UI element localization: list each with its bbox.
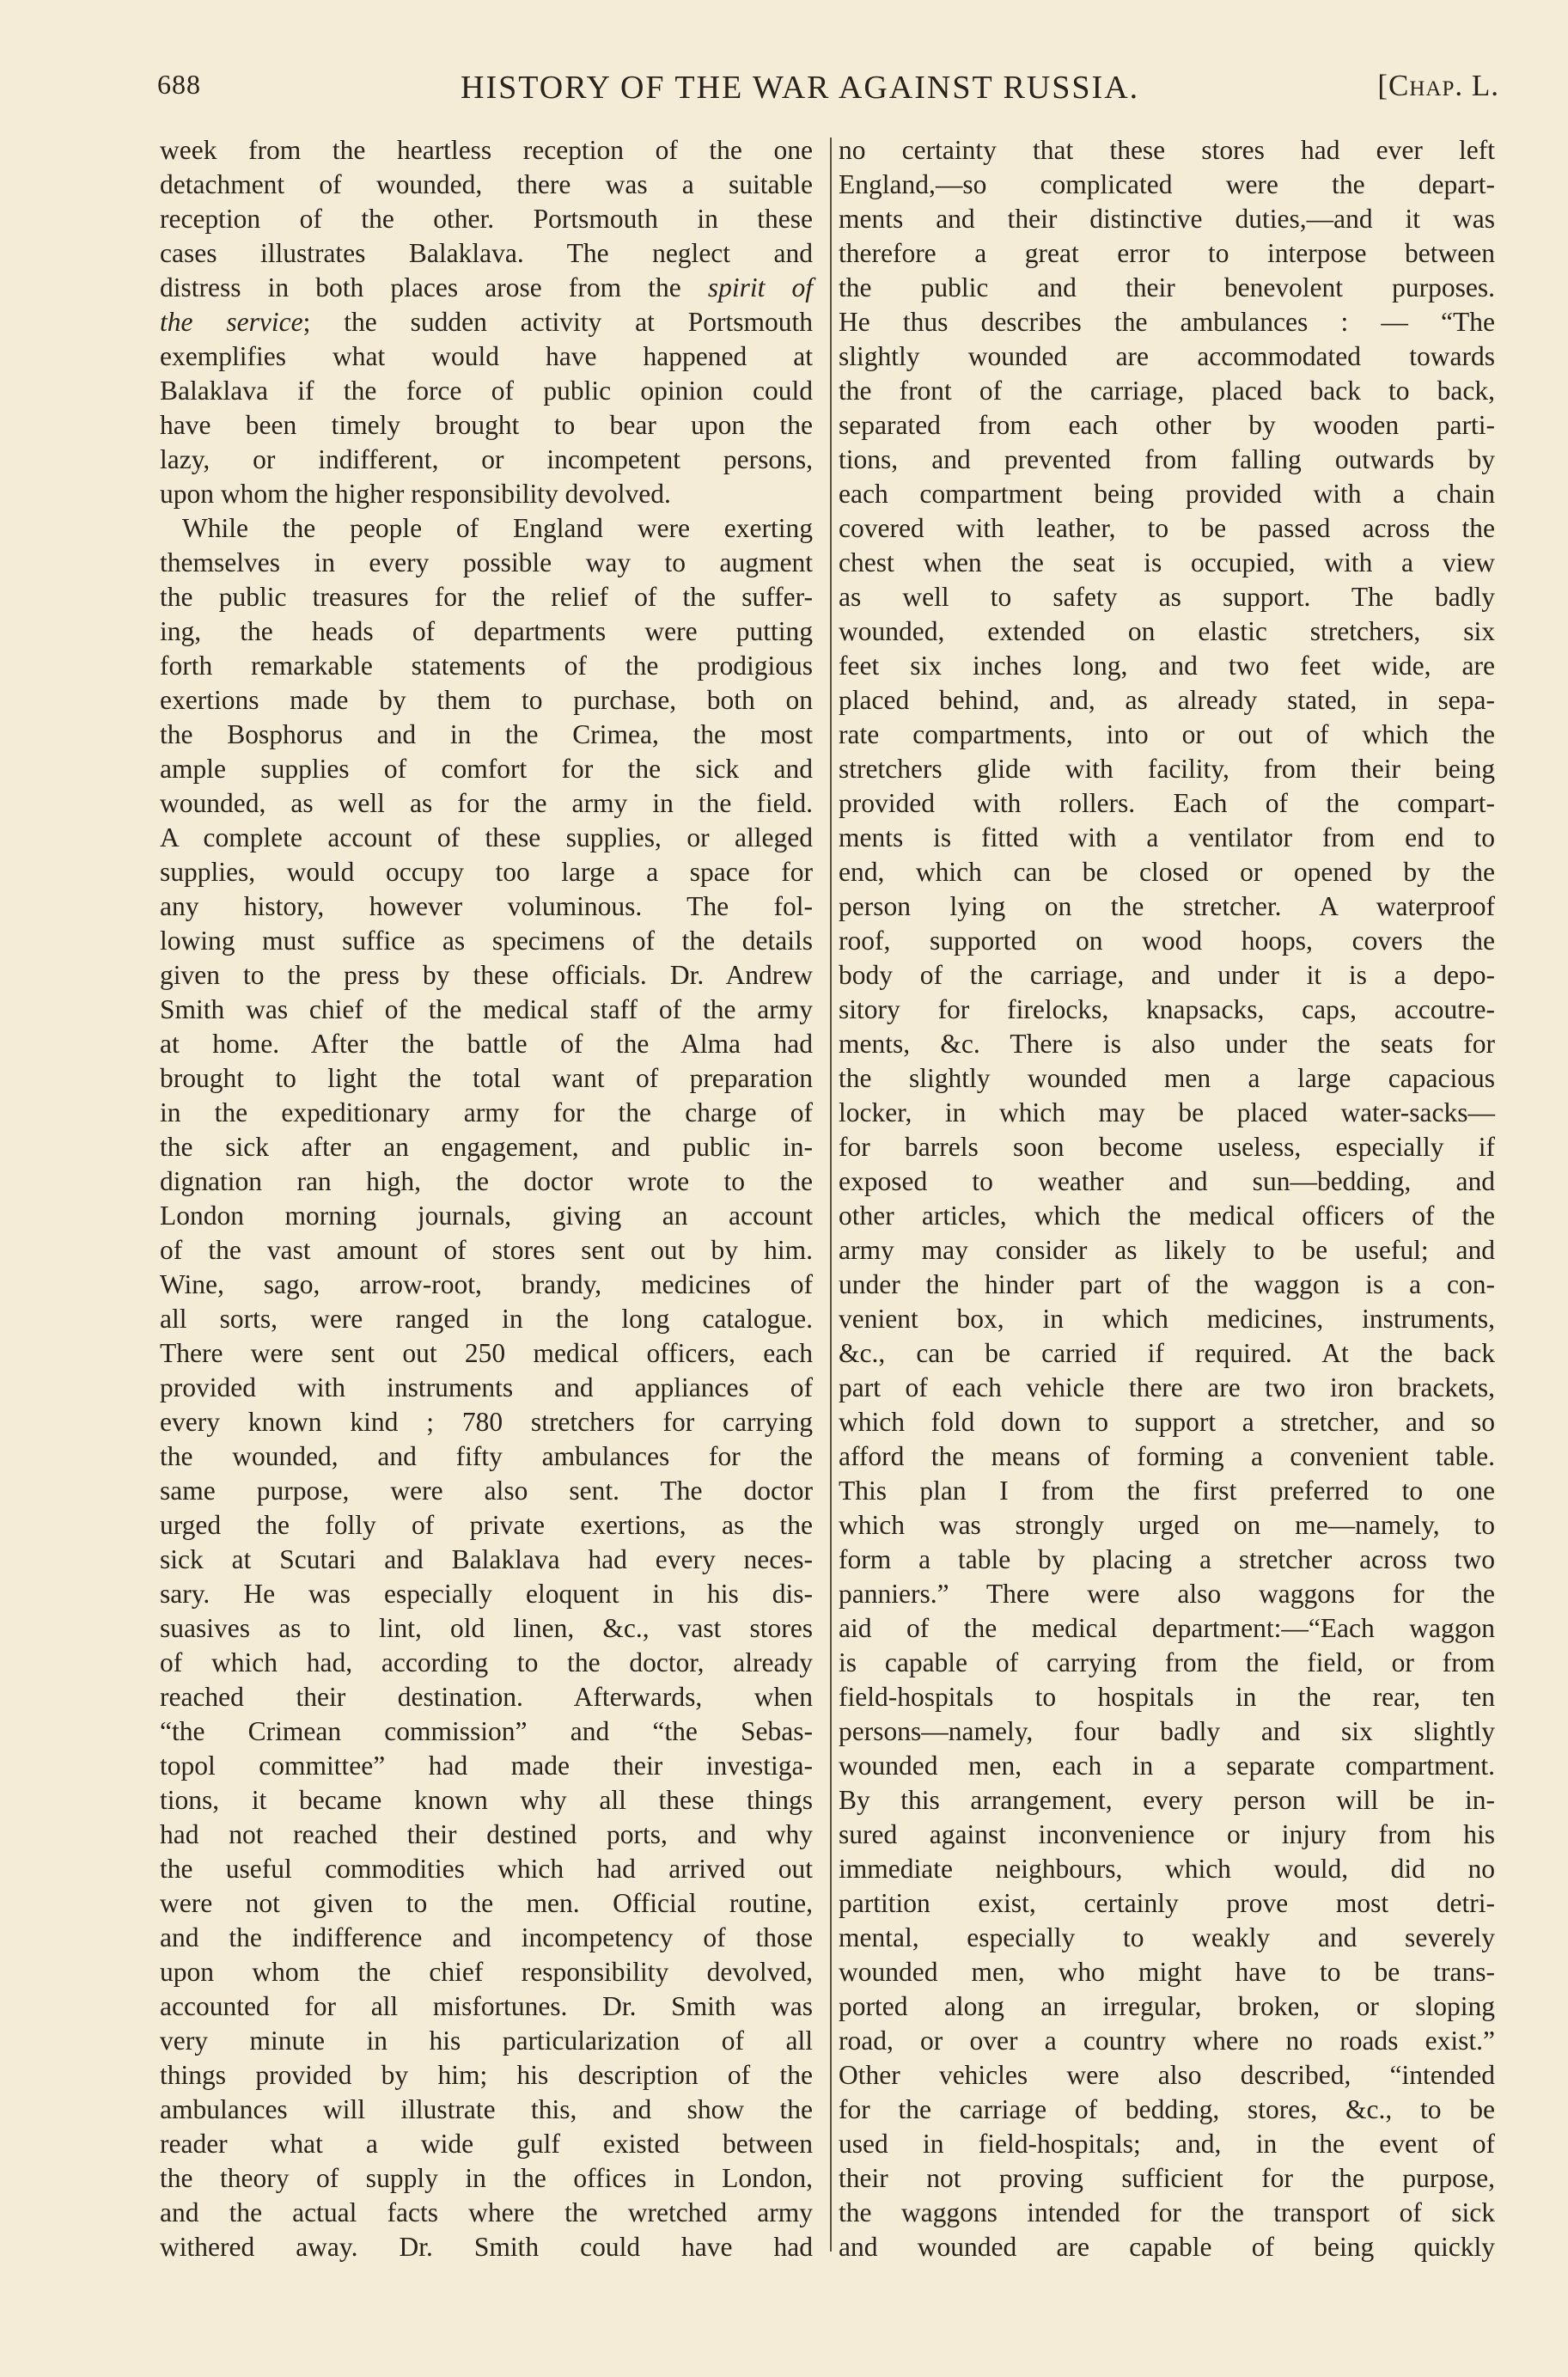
text-line: ample supplies of comfort for the sick and <box>160 754 813 784</box>
text-line: the public and their benevolent purposes. <box>839 272 1495 302</box>
text-line: wounded men, each in a separate compartment. <box>839 1751 1495 1781</box>
text-line: exposed to weather and sun—bedding, and <box>839 1166 1495 1196</box>
text-line: brought to light the total want of preparation <box>160 1063 813 1093</box>
text-line: distress in both places arose from the spirit of <box>160 272 813 302</box>
text-line: Other vehicles were also described, “intended <box>839 2060 1495 2090</box>
text-line: for barrels soon become useless, especially if <box>839 1132 1495 1162</box>
text-line: the useful commodities which had arrived out <box>160 1854 813 1884</box>
text-line: the public treasures for the relief of the suffer- <box>160 582 813 612</box>
text-line: rate compartments, into or out of which the <box>839 719 1495 749</box>
left-column <box>160 133 813 2262</box>
text-line: By this arrangement, every person will be in- <box>839 1785 1495 1815</box>
text-line: topol committee” had made their investiga- <box>160 1751 813 1781</box>
text-line: the slightly wounded men a large capacious <box>839 1063 1495 1093</box>
text-line: separated from each other by wooden parti- <box>839 410 1495 440</box>
text-line: in the expeditionary army for the charge of <box>160 1097 813 1127</box>
text-line: other articles, which the medical officers of the <box>839 1201 1495 1231</box>
text-line: persons—namely, four badly and six slightly <box>839 1716 1495 1746</box>
text-line: sick at Scutari and Balaklava had every neces- <box>160 1544 813 1574</box>
text-line: used in field-hospitals; and, in the event of <box>839 2129 1495 2159</box>
text-line: Wine, sago, arrow-root, brandy, medicines of <box>160 1269 813 1299</box>
text-line: feet six inches long, and two feet wide, are <box>839 651 1495 681</box>
text-line: reached their destination. Afterwards, when <box>160 1682 813 1712</box>
text-line: “the Crimean commission” and “the Sebas- <box>160 1716 813 1746</box>
text-line: the service; the sudden activity at Portsmouth <box>160 307 813 337</box>
text-line: and the actual facts where the wretched army <box>160 2197 813 2227</box>
text-line: mental, especially to weakly and severely <box>839 1922 1495 1952</box>
text-line: every known kind ; 780 stretchers for carrying <box>160 1407 813 1437</box>
text-line: wounded men, who might have to be trans- <box>839 1957 1495 1987</box>
text-line: provided with rollers. Each of the compart- <box>839 788 1495 818</box>
text-line: While the people of England were exerting <box>182 513 813 543</box>
text-line: upon whom the higher responsibility devolved. <box>160 479 671 509</box>
text-line: He thus describes the ambulances : — “The <box>839 307 1495 337</box>
text-line: field-hospitals to hospitals in the rear, ten <box>839 1682 1495 1712</box>
text-line: form a table by placing a stretcher across two <box>839 1544 1495 1574</box>
text-line: for the carriage of bedding, stores, &c., to be <box>839 2094 1495 2124</box>
text-line: which fold down to support a stretcher, and so <box>839 1407 1495 1437</box>
text-line: their not proving sufficient for the purpose, <box>839 2163 1495 2193</box>
text-line: reader what a wide gulf existed between <box>160 2129 813 2159</box>
text-line: the front of the carriage, placed back to back, <box>839 376 1495 406</box>
running-title: HISTORY OF THE WAR AGAINST RUSSIA. <box>461 70 1140 106</box>
text-line: as well to safety as support. The badly <box>839 582 1495 612</box>
text-line: This plan I from the first preferred to one <box>839 1476 1495 1506</box>
text-line: aid of the medical department:—“Each waggon <box>839 1613 1495 1643</box>
text-line: provided with instruments and appliances of <box>160 1372 813 1402</box>
text-line: withered away. Dr. Smith could have had <box>160 2232 813 2262</box>
text-line: supplies, would occupy too large a space for <box>160 857 813 887</box>
running-header <box>157 69 1499 120</box>
text-line: venient box, in which medicines, instruments, <box>839 1304 1495 1334</box>
text-line: of the vast amount of stores sent out by him. <box>160 1235 813 1265</box>
text-line: reception of the other. Portsmouth in these <box>160 204 813 234</box>
text-line: and wounded are capable of being quickly <box>839 2232 1495 2262</box>
text-line: ments and their distinctive duties,—and it was <box>839 204 1495 234</box>
text-line: A complete account of these supplies, or alleged <box>160 822 813 852</box>
text-line: &c., can be carried if required. At the back <box>839 1338 1495 1368</box>
text-line: urged the folly of private exertions, as the <box>160 1510 813 1540</box>
text-line: dignation ran high, the doctor wrote to the <box>160 1166 813 1196</box>
text-line: immediate neighbours, which would, did no <box>839 1854 1495 1884</box>
text-line: and the indifference and incompetency of those <box>160 1922 813 1952</box>
text-line: lazy, or indifferent, or incompetent persons, <box>160 444 813 474</box>
text-line: end, which can be closed or opened by the <box>839 857 1495 887</box>
text-line: themselves in every possible way to augment <box>160 547 813 577</box>
text-line: road, or over a country where no roads exist.” <box>839 2026 1495 2056</box>
text-line: tions, it became known why all these things <box>160 1785 813 1815</box>
text-line: ments, &c. There is also under the seats for <box>839 1029 1495 1059</box>
text-line: detachment of wounded, there was a suitable <box>160 169 813 199</box>
text-line: exertions made by them to purchase, both on <box>160 685 813 715</box>
text-line: under the hinder part of the waggon is a con- <box>839 1269 1495 1299</box>
text-line: at home. After the battle of the Alma had <box>160 1029 813 1059</box>
text-line: each compartment being provided with a chain <box>839 479 1495 509</box>
text-line: forth remarkable statements of the prodigious <box>160 651 813 681</box>
text-line: chest when the seat is occupied, with a view <box>839 547 1495 577</box>
text-line: same purpose, were also sent. The doctor <box>160 1476 813 1506</box>
text-line: ambulances will illustrate this, and show the <box>160 2094 813 2124</box>
chapter-reference: [Chap. L. <box>1377 69 1499 102</box>
text-line: any history, however voluminous. The fol- <box>160 891 813 921</box>
text-line: the wounded, and fifty ambulances for the <box>160 1441 813 1471</box>
text-line: stretchers glide with facility, from their being <box>839 754 1495 784</box>
text-line: Smith was chief of the medical staff of the army <box>160 994 813 1024</box>
text-line: all sorts, were ranged in the long catalogue. <box>160 1304 813 1334</box>
text-line: London morning journals, giving an account <box>160 1201 813 1231</box>
text-line: have been timely brought to bear upon the <box>160 410 813 440</box>
text-line: exemplifies what would have happened at <box>160 341 813 371</box>
column-divider <box>830 137 832 2252</box>
text-line: body of the carriage, and under it is a depo- <box>839 960 1495 990</box>
text-line: partition exist, certainly prove most detri- <box>839 1888 1495 1918</box>
text-line: army may consider as likely to be useful; and <box>839 1235 1495 1265</box>
text-line: covered with leather, to be passed across the <box>839 513 1495 543</box>
text-line: the waggons intended for the transport of sick <box>839 2197 1495 2227</box>
text-line: no certainty that these stores had ever left <box>839 135 1495 165</box>
text-line: very minute in his particularization of all <box>160 2026 813 2056</box>
right-column <box>839 133 1495 2262</box>
text-line: is capable of carrying from the field, or from <box>839 1647 1495 1677</box>
text-line: the sick after an engagement, and public in- <box>160 1132 813 1162</box>
text-line: roof, supported on wood hoops, covers the <box>839 926 1495 956</box>
text-line: lowing must suffice as specimens of the details <box>160 926 813 956</box>
text-line: which was strongly urged on me—namely, to <box>839 1510 1495 1540</box>
text-line: afford the means of forming a convenient table. <box>839 1441 1495 1471</box>
text-line: tions, and prevented from falling outwards by <box>839 444 1495 474</box>
text-line: things provided by him; his description of the <box>160 2060 813 2090</box>
text-line: had not reached their destined ports, and why <box>160 1819 813 1849</box>
text-line: suasives as to lint, old linen, &c., vast stores <box>160 1613 813 1643</box>
text-line: sured against inconvenience or injury from his <box>839 1819 1495 1849</box>
text-line: part of each vehicle there are two iron brackets, <box>839 1372 1495 1402</box>
text-line: accounted for all misfortunes. Dr. Smith was <box>160 1991 813 2021</box>
text-line: placed behind, and, as already stated, in sepa- <box>839 685 1495 715</box>
text-line: the theory of supply in the offices in London, <box>160 2163 813 2193</box>
text-line: given to the press by these officials. Dr. Andrew <box>160 960 813 990</box>
text-line: upon whom the chief responsibility devolved, <box>160 1957 813 1987</box>
text-line: sitory for firelocks, knapsacks, caps, accoutre- <box>839 994 1495 1024</box>
text-line: ments is fitted with a ventilator from end to <box>839 822 1495 852</box>
text-line: locker, in which may be placed water-sacks— <box>839 1097 1495 1127</box>
text-line: wounded, as well as for the army in the field. <box>160 788 813 818</box>
text-line: week from the heartless reception of the one <box>160 135 813 165</box>
text-line: wounded, extended on elastic stretchers, six <box>839 616 1495 646</box>
text-line: There were sent out 250 medical officers, each <box>160 1338 813 1368</box>
text-line: ported along an irregular, broken, or sloping <box>839 1991 1495 2021</box>
text-line: England,—so complicated were the depart- <box>839 169 1495 199</box>
text-line: the Bosphorus and in the Crimea, the most <box>160 719 813 749</box>
text-line: panniers.” There were also waggons for the <box>839 1579 1495 1609</box>
text-line: slightly wounded are accommodated towards <box>839 341 1495 371</box>
text-line: person lying on the stretcher. A waterproof <box>839 891 1495 921</box>
text-line: Balaklava if the force of public opinion could <box>160 376 813 406</box>
text-line: were not given to the men. Official routine, <box>160 1888 813 1918</box>
text-line: sary. He was especially eloquent in his dis- <box>160 1579 813 1609</box>
page-number: 688 <box>157 69 201 100</box>
text-line: ing, the heads of departments were putting <box>160 616 813 646</box>
text-line: of which had, according to the doctor, already <box>160 1647 813 1677</box>
text-line: therefore a great error to interpose between <box>839 238 1495 268</box>
text-line: cases illustrates Balaklava. The neglect and <box>160 238 813 268</box>
